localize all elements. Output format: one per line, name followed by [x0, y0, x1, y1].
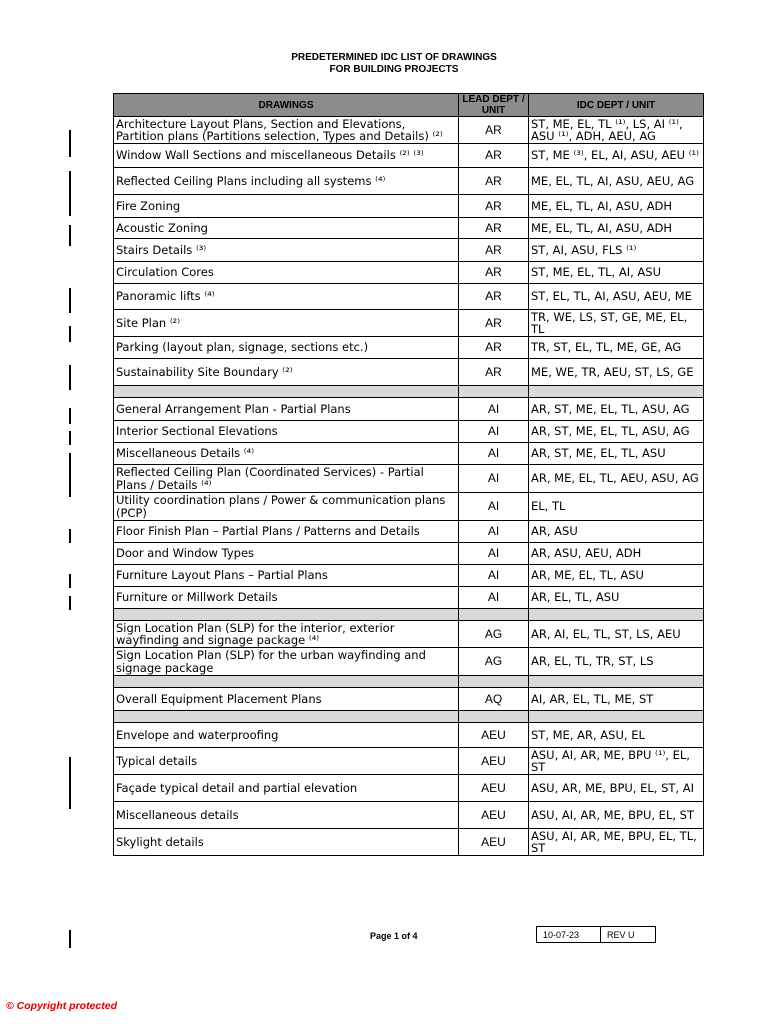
idc-dept-cell: ASU, AR, ME, BPU, EL, ST, AI: [529, 775, 704, 802]
drawing-cell: Skylight details: [114, 829, 459, 856]
change-bar: [69, 326, 71, 342]
table-row: [114, 465, 704, 493]
lead-dept-cell: AEU: [459, 829, 529, 856]
lead-dept-cell: AG: [459, 621, 529, 648]
drawing-cell: Reflected Ceiling Plan (Coordinated Services) - Partial Plans / Details ⁽⁴⁾: [114, 465, 459, 493]
drawing-cell: Miscellaneous Details ⁽⁴⁾: [114, 443, 459, 465]
lead-dept-cell: AEU: [459, 775, 529, 802]
table-row: [114, 543, 704, 565]
lead-dept-cell: AI: [459, 543, 529, 565]
lead-dept-cell: AR: [459, 284, 529, 310]
lead-dept-cell: AI: [459, 565, 529, 587]
lead-dept-cell: AI: [459, 465, 529, 493]
change-bar: [69, 130, 71, 157]
table-row: [114, 398, 704, 421]
table-row: [114, 195, 704, 218]
change-bar: [69, 288, 71, 313]
lead-dept-cell: AG: [459, 648, 529, 676]
table-row: [114, 262, 704, 284]
lead-dept-cell: AQ: [459, 688, 529, 711]
separator-cell: [114, 676, 459, 688]
separator-cell: [529, 711, 704, 723]
lead-dept-cell: AI: [459, 398, 529, 421]
separator-cell: [459, 676, 529, 688]
change-bar: [69, 596, 71, 610]
idc-dept-cell: ME, EL, TL, AI, ASU, AEU, AG: [529, 168, 704, 195]
table-row: [114, 802, 704, 829]
lead-dept-cell: AR: [459, 195, 529, 218]
separator-cell: [459, 711, 529, 723]
drawing-cell: Sign Location Plan (SLP) for the urban wayfinding and signage package: [114, 648, 459, 676]
separator-cell: [529, 609, 704, 621]
drawing-cell: Stairs Details ⁽³⁾: [114, 239, 459, 262]
idc-dept-cell: ST, ME ⁽³⁾, EL, AI, ASU, AEU ⁽¹⁾: [529, 144, 704, 168]
table-row: [114, 587, 704, 609]
group-separator-row: [114, 386, 704, 398]
lead-dept-cell: AR: [459, 359, 529, 386]
revision-box: [536, 926, 656, 943]
drawing-cell: Architecture Layout Plans, Section and Elevations, Partition plans (Partitions selection, Types and Details) ⁽²⁾: [114, 117, 459, 144]
lead-dept-cell: AR: [459, 337, 529, 359]
drawing-cell: Miscellaneous details: [114, 802, 459, 829]
lead-dept-cell: AR: [459, 218, 529, 239]
lead-dept-cell: AR: [459, 310, 529, 337]
table-row: [114, 775, 704, 802]
table-row: [114, 421, 704, 443]
drawing-cell: Sustainability Site Boundary ⁽²⁾: [114, 359, 459, 386]
idc-dept-cell: EL, TL: [529, 493, 704, 521]
table-header-row: [114, 94, 704, 117]
change-bar: [69, 574, 71, 588]
separator-cell: [114, 609, 459, 621]
idc-dept-cell: ST, ME, EL, TL, AI, ASU: [529, 262, 704, 284]
drawing-cell: Door and Window Types: [114, 543, 459, 565]
idc-dept-cell: ST, ME, AR, ASU, EL: [529, 723, 704, 748]
drawing-cell: Acoustic Zoning: [114, 218, 459, 239]
group-separator-row: [114, 676, 704, 688]
idc-dept-cell: AR, EL, TL, ASU: [529, 587, 704, 609]
idc-dept-cell: ASU, AI, AR, ME, BPU, EL, ST: [529, 802, 704, 829]
separator-cell: [459, 609, 529, 621]
lead-dept-cell: AR: [459, 168, 529, 195]
group-separator-row: [114, 711, 704, 723]
idc-dept-cell: TR, ST, EL, TL, ME, GE, AG: [529, 337, 704, 359]
table-row: [114, 493, 704, 521]
idc-dept-cell: ST, EL, TL, AI, ASU, AEU, ME: [529, 284, 704, 310]
drawing-cell: Façade typical detail and partial elevation: [114, 775, 459, 802]
drawing-cell: Panoramic lifts ⁽⁴⁾: [114, 284, 459, 310]
drawing-cell: Reflected Ceiling Plans including all systems ⁽⁴⁾: [114, 168, 459, 195]
change-bar: [69, 453, 71, 497]
table-row: [114, 621, 704, 648]
drawing-cell: Fire Zoning: [114, 195, 459, 218]
change-bar: [69, 431, 71, 445]
idc-dept-cell: ASU, AI, AR, ME, BPU ⁽¹⁾, EL, ST: [529, 748, 704, 775]
table-row: [114, 284, 704, 310]
change-bar: [69, 408, 71, 424]
table-row: [114, 723, 704, 748]
page-number: Page 1 of 4: [370, 931, 418, 941]
header-idc-dept: IDC DEPT / UNIT: [529, 94, 704, 117]
group-separator-row: [114, 609, 704, 621]
idc-dept-cell: ME, EL, TL, AI, ASU, ADH: [529, 218, 704, 239]
idc-dept-cell: ME, WE, TR, AEU, ST, LS, GE: [529, 359, 704, 386]
drawing-cell: Sign Location Plan (SLP) for the interior, exterior wayfinding and signage package ⁽⁴⁾: [114, 621, 459, 648]
idc-dept-cell: AR, ST, ME, EL, TL, ASU, AG: [529, 421, 704, 443]
idc-dept-cell: AR, ASU, AEU, ADH: [529, 543, 704, 565]
lead-dept-cell: AI: [459, 493, 529, 521]
change-bar: [69, 529, 71, 543]
idc-dept-cell: AR, ME, EL, TL, AEU, ASU, AG: [529, 465, 704, 493]
table-row: [114, 117, 704, 144]
table-row: [114, 829, 704, 856]
copyright-notice: © Copyright protected: [6, 1000, 117, 1012]
change-bar: [69, 171, 71, 216]
drawing-cell: Interior Sectional Elevations: [114, 421, 459, 443]
idc-dept-cell: ME, EL, TL, AI, ASU, ADH: [529, 195, 704, 218]
lead-dept-cell: AR: [459, 239, 529, 262]
lead-dept-cell: AR: [459, 262, 529, 284]
change-bar: [69, 930, 71, 948]
idc-dept-cell: AR, EL, TL, TR, ST, LS: [529, 648, 704, 676]
idc-dept-cell: AR, ST, ME, EL, TL, ASU: [529, 443, 704, 465]
lead-dept-cell: AR: [459, 117, 529, 144]
lead-dept-cell: AI: [459, 521, 529, 543]
drawings-table: [113, 93, 704, 856]
idc-dept-cell: AR, ST, ME, EL, TL, ASU, AG: [529, 398, 704, 421]
document-title-line1: PREDETERMINED IDC LIST OF DRAWINGS: [291, 52, 497, 63]
table-row: [114, 144, 704, 168]
revision-date: 10-07-23: [537, 927, 601, 943]
document-title-line2: FOR BUILDING PROJECTS: [329, 64, 459, 75]
revision-number: REV U: [601, 927, 656, 943]
table-row: [114, 239, 704, 262]
drawing-cell: Envelope and waterproofing: [114, 723, 459, 748]
table-row: [114, 688, 704, 711]
table-row: [114, 521, 704, 543]
drawing-cell: Utility coordination plans / Power & communication plans (PCP): [114, 493, 459, 521]
change-bar: [69, 365, 71, 390]
drawing-cell: Site Plan ⁽²⁾: [114, 310, 459, 337]
idc-dept-cell: ASU, AI, AR, ME, BPU, EL, TL, ST: [529, 829, 704, 856]
drawing-cell: Floor Finish Plan – Partial Plans / Patterns and Details: [114, 521, 459, 543]
lead-dept-cell: AEU: [459, 748, 529, 775]
lead-dept-cell: AEU: [459, 723, 529, 748]
change-bar: [69, 225, 71, 246]
drawing-cell: General Arrangement Plan - Partial Plans: [114, 398, 459, 421]
lead-dept-cell: AI: [459, 421, 529, 443]
lead-dept-cell: AI: [459, 587, 529, 609]
idc-dept-cell: AR, ASU: [529, 521, 704, 543]
drawing-cell: Overall Equipment Placement Plans: [114, 688, 459, 711]
table-row: [114, 168, 704, 195]
idc-dept-cell: ST, AI, ASU, FLS ⁽¹⁾: [529, 239, 704, 262]
lead-dept-cell: AI: [459, 443, 529, 465]
separator-cell: [529, 386, 704, 398]
table-row: [114, 359, 704, 386]
lead-dept-cell: AR: [459, 144, 529, 168]
separator-cell: [459, 386, 529, 398]
idc-dept-cell: AI, AR, EL, TL, ME, ST: [529, 688, 704, 711]
lead-dept-cell: AEU: [459, 802, 529, 829]
separator-cell: [114, 386, 459, 398]
drawing-cell: Furniture Layout Plans – Partial Plans: [114, 565, 459, 587]
idc-dept-cell: TR, WE, LS, ST, GE, ME, EL, TL: [529, 310, 704, 337]
drawing-cell: Circulation Cores: [114, 262, 459, 284]
table-row: [114, 748, 704, 775]
table-row: [114, 565, 704, 587]
idc-dept-cell: AR, ME, EL, TL, ASU: [529, 565, 704, 587]
separator-cell: [529, 676, 704, 688]
table-row: [114, 310, 704, 337]
table-row: [114, 218, 704, 239]
table-row: [114, 443, 704, 465]
idc-dept-cell: ST, ME, EL, TL ⁽¹⁾, LS, AI ⁽¹⁾, ASU ⁽¹⁾, ADH, AEU, AG: [529, 117, 704, 144]
table-row: [114, 648, 704, 676]
drawing-cell: Parking (layout plan, signage, sections etc.): [114, 337, 459, 359]
header-lead-dept: LEAD DEPT / UNIT: [459, 94, 529, 117]
drawing-cell: Typical details: [114, 748, 459, 775]
change-bar: [69, 757, 71, 809]
separator-cell: [114, 711, 459, 723]
header-drawings: DRAWINGS: [114, 94, 459, 117]
drawing-cell: Window Wall Sections and miscellaneous Details ⁽²⁾ ⁽³⁾: [114, 144, 459, 168]
table-row: [114, 337, 704, 359]
drawing-cell: Furniture or Millwork Details: [114, 587, 459, 609]
idc-dept-cell: AR, AI, EL, TL, ST, LS, AEU: [529, 621, 704, 648]
